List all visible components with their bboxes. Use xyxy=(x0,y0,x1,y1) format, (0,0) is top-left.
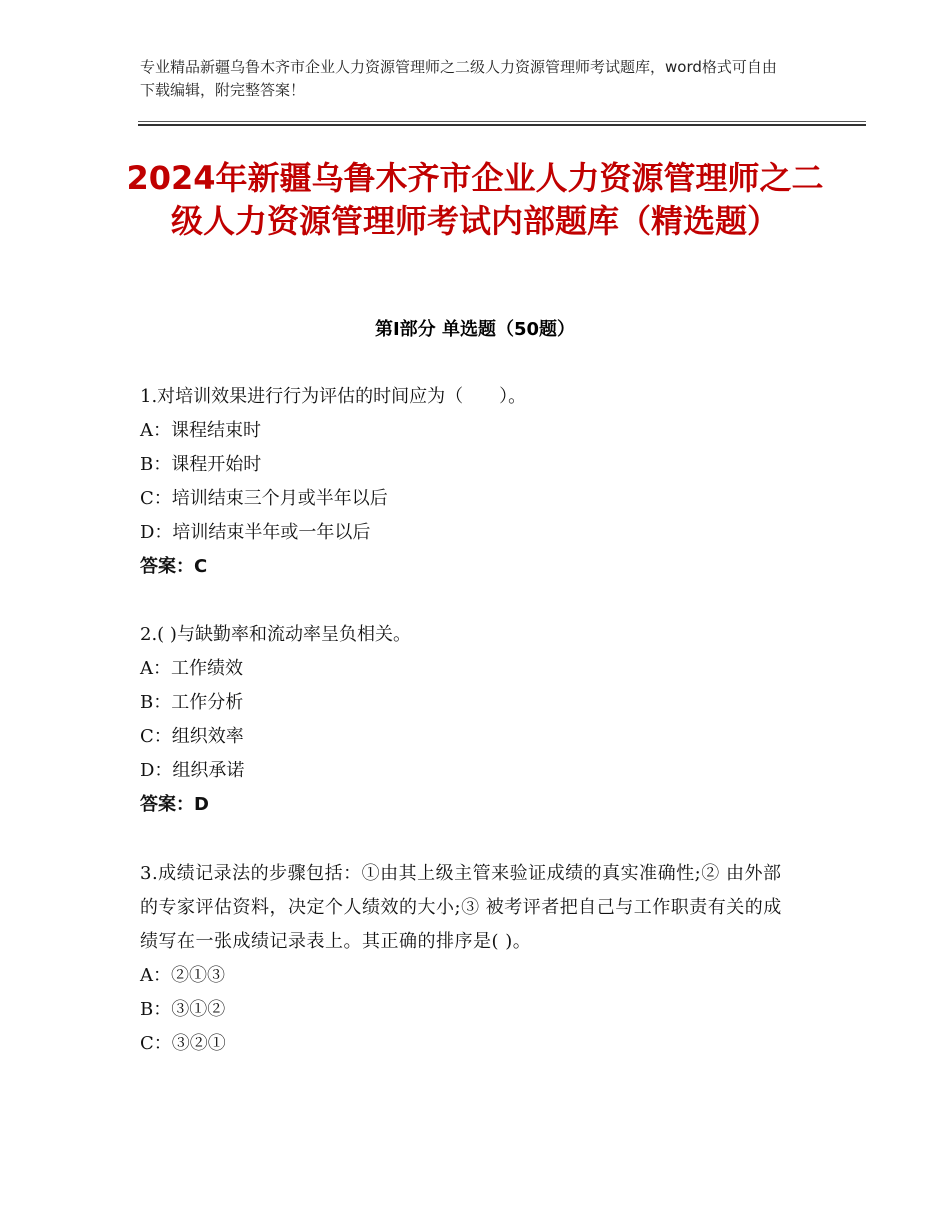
option-c: C：组织效率 xyxy=(140,726,244,747)
question-1 xyxy=(140,380,790,584)
section-title: 第Ⅰ部分 单选题（50题） xyxy=(374,319,575,340)
question-3 xyxy=(140,857,790,1061)
header-divider-thin xyxy=(138,121,866,122)
option-d: D：组织承诺 xyxy=(140,760,245,781)
option-c: C：③②① xyxy=(140,1033,226,1054)
option-c: C：培训结束三个月或半年以后 xyxy=(140,488,388,509)
question-stem: 2.( )与缺勤率和流动率呈负相关。 xyxy=(140,624,411,645)
option-a: A：工作绩效 xyxy=(140,658,243,679)
question-2 xyxy=(140,618,790,822)
answer: 答案：C xyxy=(140,556,208,577)
option-a: A：②①③ xyxy=(140,965,225,986)
question-stem: 3.成绩记录法的步骤包括：①由其上级主管来验证成绩的真实准确性;② 由外部的专家评估资料，决定个人绩效的大小;③ 被考评者把自己与工作职责有关的成绩写在一张成绩记录表上。其正确的排序是( )。 xyxy=(140,863,782,952)
option-b: B：工作分析 xyxy=(140,692,244,713)
question-stem: 1.对培训效果进行行为评估的时间应为（ ）。 xyxy=(140,386,527,407)
option-a: A：课程结束时 xyxy=(140,420,261,441)
option-b: B：③①② xyxy=(140,999,226,1020)
header-note: 专业精品新疆乌鲁木齐市企业人力资源管理师之二级人力资源管理师考试题库，word格式可自由下载编辑，附完整答案！ xyxy=(140,58,777,99)
header-divider-thick xyxy=(138,124,866,126)
option-d: D：培训结束半年或一年以后 xyxy=(140,522,371,543)
document-title: 2024年新疆乌鲁木齐市企业人力资源管理师之二级人力资源管理师考试内部题库（精选题） xyxy=(126,159,824,240)
option-b: B：课程开始时 xyxy=(140,454,262,475)
answer: 答案：D xyxy=(140,794,209,815)
